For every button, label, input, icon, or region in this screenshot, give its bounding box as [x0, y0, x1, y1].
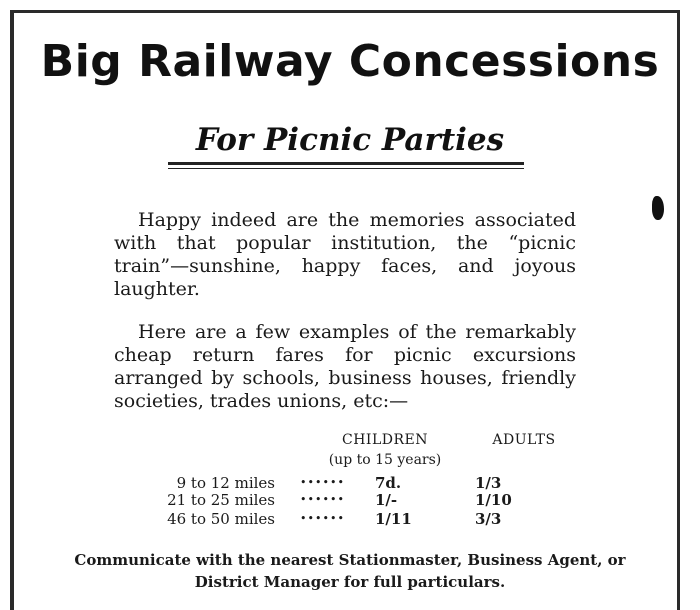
fare-leader-dots: •••••• — [300, 512, 345, 525]
fare-leader-dots: •••••• — [300, 493, 345, 506]
fare-adults-price: 1/3 — [475, 474, 502, 492]
children-column-header: CHILDREN — [342, 432, 428, 448]
footer-contact-note — [20, 549, 680, 593]
fares-intro-paragraph: Here are a few examples of the remarkably cheap return fares for picnic excursions arranged by schools, business houses, friendly societies, trades unions, etc:— — [114, 321, 576, 412]
fare-distance: 21 to 25 miles — [167, 491, 275, 509]
fare-children-price: 1/- — [375, 491, 398, 509]
fare-adults-price: 1/10 — [475, 491, 512, 509]
fare-children-price: 1/11 — [375, 510, 412, 528]
children-age-note: (up to 15 years) — [328, 452, 442, 468]
fare-row — [100, 491, 600, 509]
intro-paragraph: Happy indeed are the memories associated with that popular institution, the “picnic train”—sunshine, happy faces, and joyous laughter. — [114, 209, 576, 300]
subheadline: For Picnic Parties — [195, 122, 505, 158]
fare-adults-price: 3/3 — [475, 510, 502, 528]
headline: Big Railway Concessions — [40, 36, 660, 87]
fare-distance: 9 to 12 miles — [176, 474, 275, 492]
subhead-underline-thin — [168, 168, 524, 169]
fare-row — [100, 510, 600, 528]
footer-line-2: District Manager for full particulars. — [194, 573, 506, 591]
ink-blot — [652, 196, 664, 220]
adults-column-header: ADULTS — [492, 432, 556, 448]
fare-children-price: 7d. — [375, 474, 402, 492]
footer-line-1: Communicate with the nearest Stationmaster, Business Agent, or — [74, 551, 626, 569]
fare-distance: 46 to 50 miles — [167, 510, 275, 528]
fare-row — [100, 474, 600, 492]
subhead-underline — [168, 162, 524, 165]
fare-leader-dots: •••••• — [300, 476, 345, 489]
